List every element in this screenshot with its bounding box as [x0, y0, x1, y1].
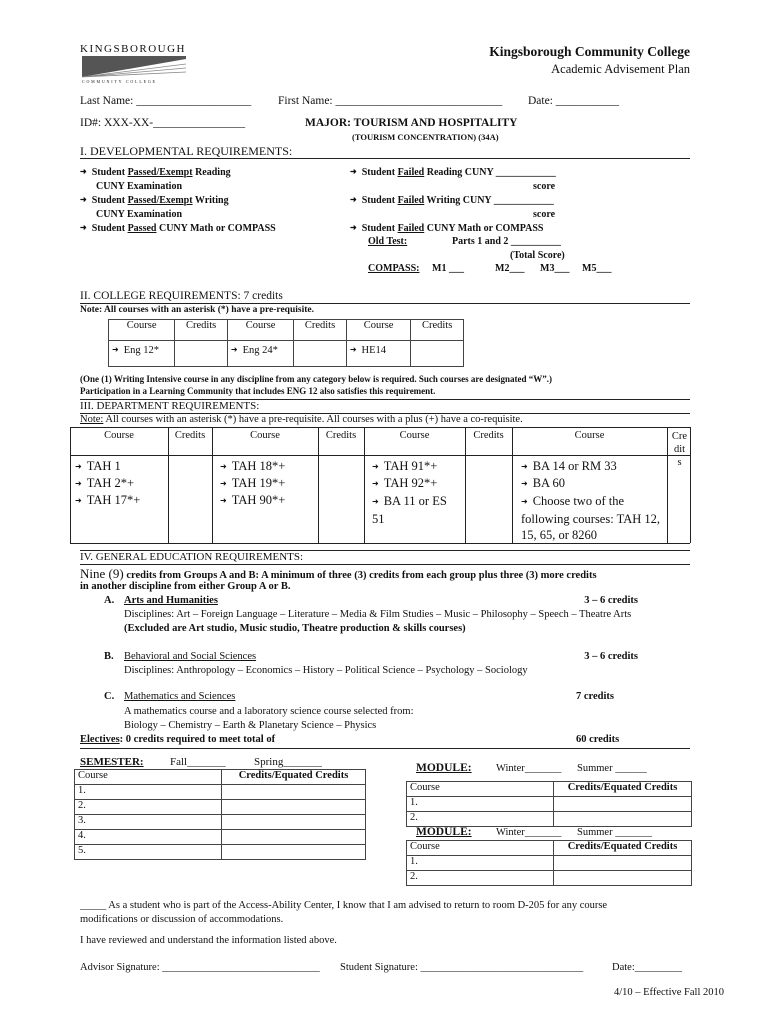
- failed-math: ➜ Student Failed CUNY Math or COMPASS: [350, 223, 544, 234]
- module-1-col-course: Course: [407, 782, 554, 797]
- col-course-2: Course: [227, 320, 293, 341]
- failed-reading-score: score: [533, 181, 556, 192]
- col-credits-3: Credits: [411, 320, 464, 341]
- module-1-summer[interactable]: Summer ______: [577, 763, 647, 774]
- semester-row-1[interactable]: 1.: [75, 785, 222, 800]
- semester-fall[interactable]: Fall_______: [170, 756, 226, 768]
- group-a-title: Arts and Humanities: [124, 595, 218, 606]
- developmental-heading-rule: [80, 158, 690, 159]
- logo-subtitle: COMMUNITY COLLEGE: [82, 79, 157, 84]
- semester-row-2[interactable]: 2.: [75, 800, 222, 815]
- passed-math: ➜ Student Passed CUNY Math or COMPASS: [80, 223, 276, 234]
- semester-row-1-credits[interactable]: [222, 785, 366, 800]
- course-eng24: ➜ Eng 24*: [227, 341, 293, 367]
- module-2-row-1-credits[interactable]: [554, 856, 692, 871]
- semester-row-4-credits[interactable]: [222, 830, 366, 845]
- first-name-field[interactable]: First Name: _____________________________: [278, 95, 503, 107]
- dept-course-ba60: ➜ BA 60: [521, 476, 565, 491]
- last-name-field[interactable]: Last Name: ____________________: [80, 95, 252, 107]
- dept-course-ba14: ➜ BA 14 or RM 33: [521, 459, 617, 474]
- logo-name: KINGSBOROUGH: [80, 43, 187, 55]
- compass-m3[interactable]: M3___: [540, 263, 570, 274]
- gen-ed-heading: IV. GENERAL EDUCATION REQUIREMENTS:: [80, 551, 304, 563]
- dept-course-choose: ➜ Choose two of the following courses: TAH 12, 15, 65, or 8260: [521, 493, 666, 543]
- writing-intensive-note: (One (1) Writing Intensive course in any discipline from any category below is required. Such courses are designated “W”.): [80, 374, 552, 384]
- course-he14: ➜ HE14: [346, 341, 410, 367]
- dept-course-tah17: ➜ TAH 17*+: [75, 493, 140, 508]
- passed-writing-exam: CUNY Examination: [96, 209, 183, 220]
- logo: [80, 43, 192, 84]
- dept-course-ba11: ➜ BA 11 or ES 51: [372, 493, 460, 527]
- dept-heading-rule: [80, 399, 690, 400]
- developmental-heading: I. DEVELOPMENTAL REQUIREMENTS:: [80, 144, 293, 158]
- dept-col-course-1: Course: [104, 430, 134, 441]
- total-score-label: (Total Score): [510, 250, 565, 261]
- dept-course-tah1: ➜ TAH 1: [75, 459, 121, 474]
- college-req-credits: 7 credits: [243, 290, 283, 302]
- gen-ed-intro-text: credits from Groups A and B: A minimum of three (3) credits from each group plus three (3) more credits: [126, 570, 597, 581]
- dept-course-tah19: ➜ TAH 19*+: [220, 476, 285, 491]
- module-1-row-1-credits[interactable]: [554, 797, 692, 812]
- credits-he14[interactable]: [411, 341, 464, 367]
- module-1-row-2-credits[interactable]: [554, 812, 692, 827]
- concentration: (TOURISM CONCENTRATION) (34A): [352, 132, 499, 142]
- group-c-label: C.: [104, 691, 115, 702]
- compass-label: COMPASS:: [368, 263, 420, 274]
- semester-spring[interactable]: Spring_______: [254, 756, 322, 768]
- dept-grid-top: [70, 427, 690, 428]
- group-c-credits: 7 credits: [576, 691, 615, 702]
- col-course-3: Course: [346, 320, 410, 341]
- dept-col-credits-1: Credits: [174, 430, 206, 441]
- dept-course-tah92: ➜ TAH 92*+: [372, 476, 437, 491]
- semester-col-course: Course: [75, 770, 222, 785]
- dept-note-text: All courses with an asterisk (*) have a pre-requisite. All courses with a plus (+) have a co-requisite.: [105, 414, 523, 425]
- total-credits: 60 credits: [576, 734, 620, 745]
- semester-row-5[interactable]: 5.: [75, 845, 222, 860]
- compass-m2[interactable]: M2___: [495, 263, 525, 274]
- plan-title: Academic Advisement Plan: [551, 62, 690, 76]
- signature-date[interactable]: Date:_________: [612, 962, 682, 973]
- id-field[interactable]: ID#: XXX-XX-________________: [80, 117, 246, 129]
- compass-m1[interactable]: M1 ___: [432, 263, 464, 274]
- dept-col-credits-2: Credits: [325, 430, 357, 441]
- semester-table: [74, 769, 366, 860]
- group-a-disciplines: Disciplines: Art – Foreign Language – Literature – Media & Film Studies – Music – Philosophy – Speech – Theatre Arts: [124, 609, 632, 620]
- group-b-credits: 3 – 6 credits: [584, 651, 638, 662]
- failed-reading: ➜ Student Failed Reading CUNY ____________: [350, 167, 556, 178]
- module-2-winter[interactable]: Winter_______: [496, 827, 562, 838]
- dept-col-credits-3: Credits: [473, 430, 504, 441]
- group-b-disciplines: Disciplines: Anthropology – Economics – History – Political Science – Psychology – Sociology: [124, 665, 528, 676]
- old-test-parts[interactable]: Parts 1 and 2 __________: [452, 236, 561, 247]
- module-2-row-2-credits[interactable]: [554, 871, 692, 886]
- dept-course-tah90: ➜ TAH 90*+: [220, 493, 285, 508]
- electives-rule: [80, 748, 690, 749]
- col-credits-1: Credits: [175, 320, 228, 341]
- gen-ed-heading-rule-bottom: [80, 564, 690, 565]
- col-credits-2: Credits: [294, 320, 347, 341]
- college-req-rule: [80, 303, 690, 304]
- date-field[interactable]: Date: ___________: [528, 95, 620, 107]
- college-req-title: II. COLLEGE REQUIREMENTS:: [80, 290, 241, 302]
- gen-ed-nine: Nine (9): [80, 566, 124, 581]
- dept-note-label: Note:: [80, 414, 104, 425]
- semester-row-4[interactable]: 4.: [75, 830, 222, 845]
- group-a-credits: 3 – 6 credits: [584, 595, 638, 606]
- col-course-1: Course: [109, 320, 175, 341]
- access-ability-statement-2: modifications or discussion of accommodations.: [80, 914, 284, 925]
- logo-graphic: [82, 56, 188, 78]
- group-a-excluded: (Excluded are Art studio, Music studio, Theatre production & skills courses): [124, 623, 466, 634]
- major: MAJOR: TOURISM AND HOSPITALITY: [305, 117, 518, 129]
- college-req-table: [108, 319, 464, 367]
- group-c-disciplines-1: A mathematics course and a laboratory science course selected from:: [124, 706, 414, 717]
- access-ability-statement[interactable]: _____ As a student who is part of the Access-Ability Center, I know that I am advised to return to room D-205 for any course: [80, 900, 608, 911]
- passed-reading-exam: CUNY Examination: [96, 181, 183, 192]
- college-req-note: Note: All courses with an asterisk (*) have a pre-requisite.: [80, 305, 314, 315]
- gen-ed-heading-rule: [80, 550, 690, 551]
- dept-course-tah91: ➜ TAH 91*+: [372, 459, 437, 474]
- effective-date: 4/10 – Effective Fall 2010: [613, 987, 724, 998]
- credits-eng12[interactable]: [175, 341, 228, 367]
- semester-row-2-credits[interactable]: [222, 800, 366, 815]
- semester-row-5-credits[interactable]: [222, 845, 366, 860]
- electives: Electives: 0 credits required to meet total of: [80, 734, 276, 745]
- dept-col-course-2: Course: [250, 430, 280, 441]
- module-2-summer[interactable]: Summer _______: [577, 827, 652, 838]
- semester-label: SEMESTER:: [80, 756, 144, 768]
- gen-ed-intro: [80, 566, 597, 582]
- group-c-disciplines-2: Biology – Chemistry – Earth & Planetary Science – Physics: [124, 720, 377, 731]
- old-test-label: Old Test:: [368, 236, 408, 247]
- semester-row-3-credits[interactable]: [222, 815, 366, 830]
- module-1-table: [406, 781, 692, 827]
- student-signature[interactable]: Student Signature: _______________________________: [340, 962, 584, 973]
- dept-col-credits-4: Credit s: [671, 431, 688, 468]
- module-2-col-credits: Credits/Equated Credits: [554, 841, 692, 856]
- college-name: Kingsborough Community College: [489, 44, 690, 59]
- module-2-row-1[interactable]: 1.: [407, 856, 554, 871]
- dept-grid: [70, 427, 690, 543]
- credits-eng24[interactable]: [294, 341, 347, 367]
- module-1-col-credits: Credits/Equated Credits: [554, 782, 692, 797]
- failed-writing-score: score: [533, 209, 556, 220]
- dept-grid-bottom: [70, 543, 690, 544]
- module-2-label: MODULE:: [416, 826, 472, 838]
- group-b-label: B.: [104, 651, 114, 662]
- module-2-row-2[interactable]: 2.: [407, 871, 554, 886]
- passed-writing: ➜ Student Passed/Exempt Writing: [80, 195, 229, 206]
- passed-reading: ➜ Student Passed/Exempt Reading: [80, 167, 231, 178]
- gen-ed-intro-2: in another discipline from either Group A or B.: [80, 581, 291, 592]
- dept-course-tah2: ➜ TAH 2*+: [75, 476, 134, 491]
- college-req-heading: [80, 290, 283, 302]
- group-c-title: Mathematics and Sciences: [124, 691, 236, 702]
- dept-course-tah18: ➜ TAH 18*+: [220, 459, 285, 474]
- reviewed-statement: I have reviewed and understand the information listed above.: [80, 935, 337, 946]
- advisor-signature[interactable]: Advisor Signature: ______________________________: [80, 962, 320, 973]
- module-2-col-course: Course: [407, 841, 554, 856]
- module-1-row-1[interactable]: 1.: [407, 797, 554, 812]
- course-eng12: ➜ Eng 12*: [109, 341, 175, 367]
- module-1-label: MODULE:: [416, 762, 472, 774]
- dept-col-course-4: Course: [574, 430, 605, 441]
- group-b-title: Behavioral and Social Sciences: [124, 651, 257, 662]
- module-1-row-2[interactable]: 2.: [407, 812, 554, 827]
- dept-heading: III. DEPARTMENT REQUIREMENTS:: [80, 400, 260, 412]
- dept-note: [80, 414, 523, 425]
- learning-community-note: Participation in a Learning Community that includes ENG 12 also satisfies this requirement.: [80, 386, 436, 396]
- module-1-winter[interactable]: Winter_______: [496, 763, 562, 774]
- dept-grid-header-rule: [70, 455, 690, 456]
- semester-row-3[interactable]: 3.: [75, 815, 222, 830]
- dept-col-course-3: Course: [399, 430, 430, 441]
- compass-m5[interactable]: M5___: [582, 263, 612, 274]
- failed-writing: ➜ Student Failed Writing CUNY ____________: [350, 195, 554, 206]
- group-a-label: A.: [104, 595, 115, 606]
- semester-col-credits: Credits/Equated Credits: [222, 770, 366, 785]
- module-2-table: [406, 840, 692, 886]
